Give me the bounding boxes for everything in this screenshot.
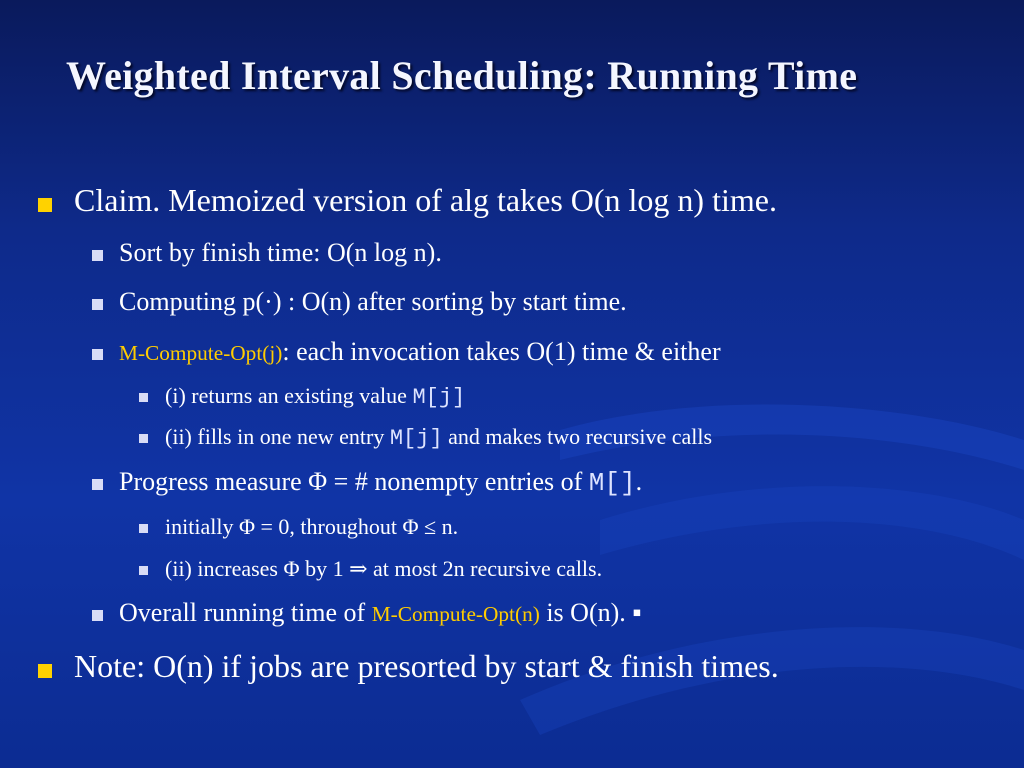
progress-line (119, 467, 642, 498)
algorithm-name: M-Compute-Opt(j) (119, 341, 283, 365)
progress-code: M[] (588, 468, 636, 498)
mcompute-line (119, 337, 721, 367)
increases-text: (ii) increases Φ by 1 ⇒ at most 2n recursive calls. (165, 556, 603, 581)
returns-line (165, 383, 465, 410)
overall-text: Overall running time of (119, 598, 372, 627)
claim-text: Claim. Memoized version of alg takes O(n log n) time. (74, 182, 777, 218)
fills-line (165, 424, 712, 451)
note-text: Note: O(n) if jobs are presorted by start & finish times. (74, 648, 779, 684)
bullet-icon (92, 250, 103, 261)
qed-icon: ▪ (632, 598, 642, 627)
initially-text: initially Φ = 0, throughout Φ ≤ n. (165, 514, 459, 539)
overall-rest: is O(n). (539, 598, 633, 627)
progress-text: Progress measure Φ = # nonempty entries of (119, 467, 589, 496)
progress-end: . (635, 467, 643, 496)
bullet-icon (139, 434, 148, 443)
bullet-icon (92, 299, 103, 310)
bullet-icon (92, 610, 103, 621)
slide-title: Weighted Interval Scheduling: Running Time (66, 53, 858, 98)
fills-rest: and makes two recursive calls (442, 424, 713, 449)
returns-text: (i) returns an existing value (165, 383, 413, 408)
bullet-icon (92, 479, 103, 490)
computing-text: Computing p(·) : O(n) after sorting by start time. (119, 287, 627, 316)
algorithm-name: M-Compute-Opt(n) (371, 602, 540, 626)
fills-code: M[j] (389, 426, 443, 451)
bullet-icon (38, 664, 52, 678)
bullet-icon (38, 198, 52, 212)
bullet-icon (139, 524, 148, 533)
bullet-icon (139, 566, 148, 575)
bullet-icon (92, 349, 103, 360)
returns-code: M[j] (412, 385, 466, 410)
bullet-icon (139, 393, 148, 402)
overall-line (119, 598, 641, 628)
sort-text: Sort by finish time: O(n log n). (119, 238, 442, 267)
fills-text: (ii) fills in one new entry (165, 424, 390, 449)
mcompute-description: : each invocation takes O(1) time & either (282, 337, 721, 366)
